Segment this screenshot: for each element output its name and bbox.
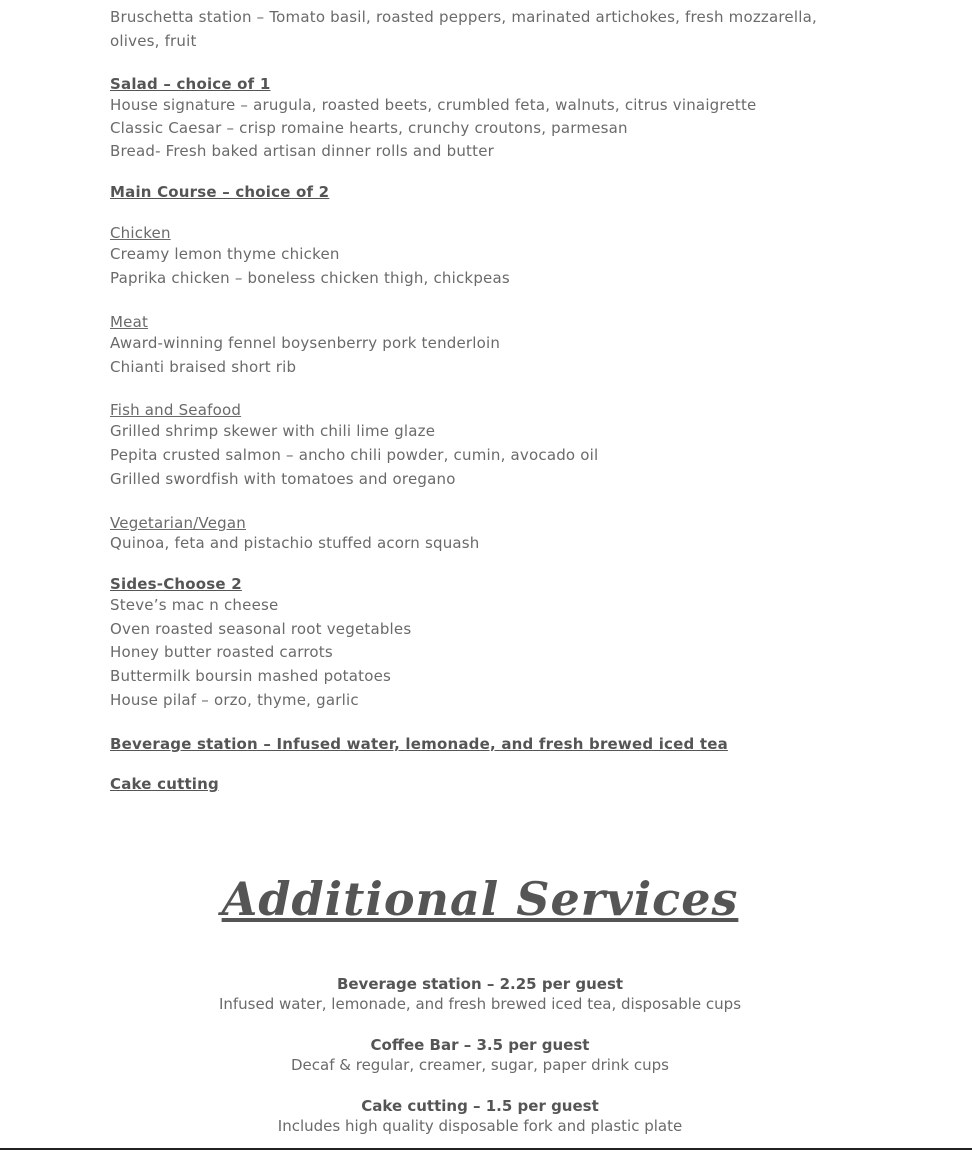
service-name: Coffee Bar – 3.5 per guest: [370, 1036, 590, 1054]
side-item: Oven roasted seasonal root vegetables: [110, 620, 412, 638]
service-desc: Includes high quality disposable fork and plastic plate: [277, 1117, 683, 1135]
service-name: Beverage station – 2.25 per guest: [336, 975, 624, 993]
fish-item: Grilled shrimp skewer with chili lime glaze: [110, 422, 436, 440]
service-name: Cake cutting – 1.5 per guest: [361, 1097, 599, 1115]
salad-item: House signature – arugula, roasted beets, crumbled feta, walnuts, citrus vinaigrette: [110, 96, 757, 114]
beverage-station-heading: Beverage station – Infused water, lemonade, and fresh brewed iced tea: [110, 735, 728, 753]
main-course-heading: Main Course – choice of 2: [110, 183, 330, 201]
fish-item: Grilled swordfish with tomatoes and oregano: [110, 470, 456, 488]
bruschetta-item: Bruschetta station – Tomato basil, roasted peppers, marinated artichokes, fresh mozzarella, olives, fruit: [110, 8, 817, 50]
chicken-item: Paprika chicken – boneless chicken thigh, chickpeas: [110, 269, 510, 287]
chicken-heading: Chicken: [110, 224, 171, 242]
service-desc: Decaf & regular, creamer, sugar, paper drink cups: [291, 1056, 669, 1074]
veg-heading: Vegetarian/Vegan: [110, 514, 246, 532]
salad-item: Bread- Fresh baked artisan dinner rolls and butter: [110, 142, 494, 160]
chicken-item: Creamy lemon thyme chicken: [110, 245, 340, 263]
meat-item: Chianti braised short rib: [110, 358, 297, 376]
meat-item: Award-winning fennel boysenberry pork tenderloin: [110, 334, 501, 352]
cake-cutting-heading: Cake cutting: [110, 775, 219, 793]
side-item: Steve’s mac n cheese: [110, 596, 279, 614]
side-item: Honey butter roasted carrots: [110, 643, 333, 661]
salad-heading: Salad – choice of 1: [110, 75, 271, 93]
fish-item: Pepita crusted salmon – ancho chili powder, cumin, avocado oil: [110, 446, 599, 464]
fish-heading: Fish and Seafood: [110, 401, 242, 419]
sides-heading: Sides-Choose 2: [110, 575, 242, 593]
side-item: Buttermilk boursin mashed potatoes: [110, 667, 392, 685]
meat-heading: Meat: [110, 313, 149, 331]
veg-item: Quinoa, feta and pistachio stuffed acorn squash: [110, 534, 480, 552]
additional-services-title: Additional Services: [221, 872, 739, 926]
side-item: House pilaf – orzo, thyme, garlic: [110, 691, 359, 709]
salad-item: Classic Caesar – crisp romaine hearts, crunchy croutons, parmesan: [110, 119, 628, 137]
service-desc: Infused water, lemonade, and fresh brewed iced tea, disposable cups: [218, 995, 742, 1013]
